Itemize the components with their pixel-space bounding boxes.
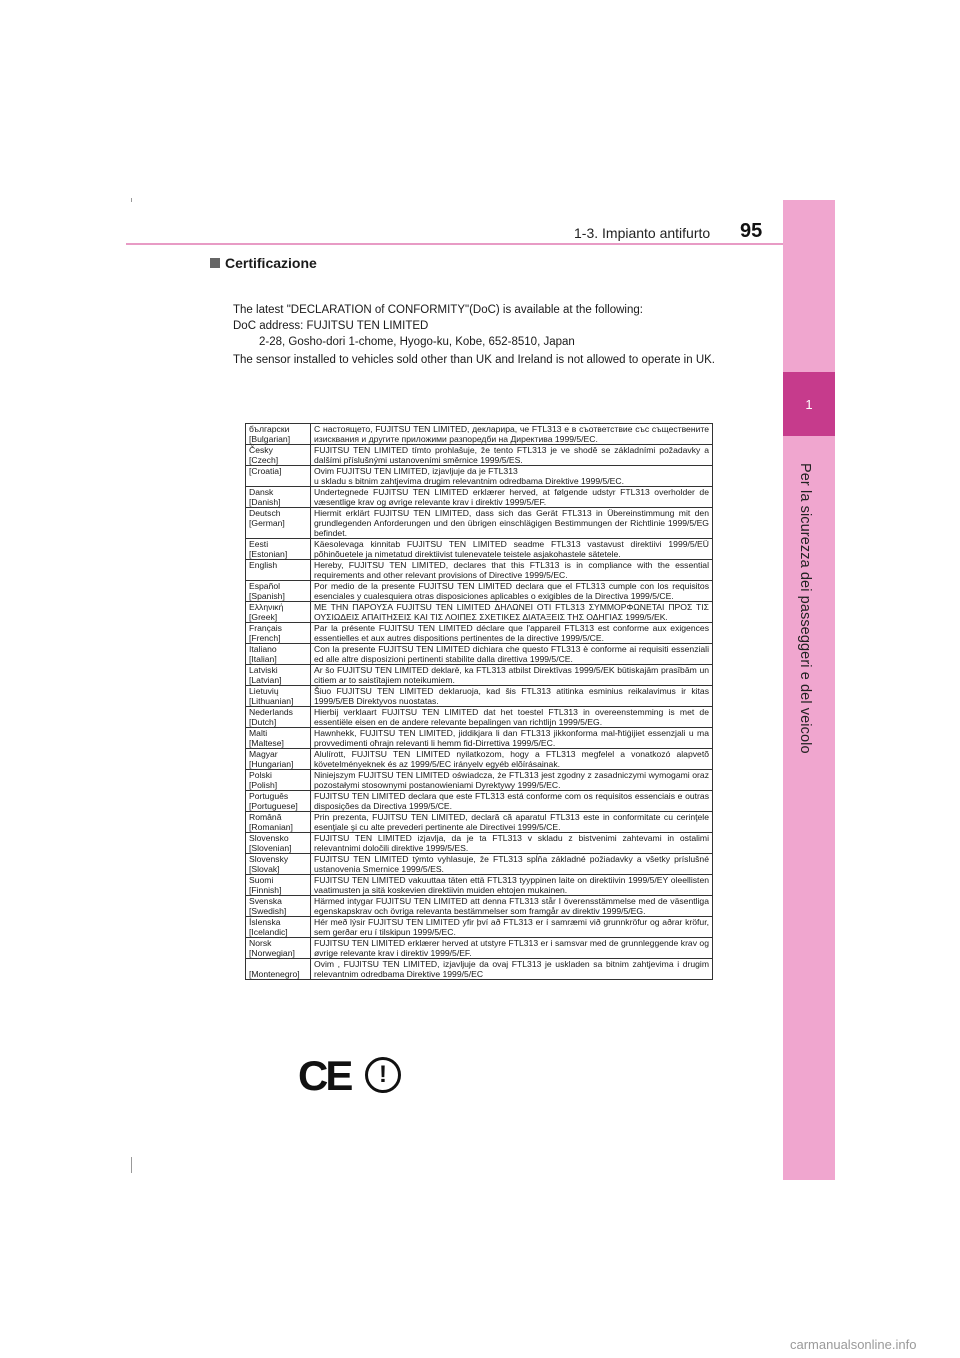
declaration-text: Niniejszym FUJITSU TEN LIMITED oświadcza, że FTL313 jest zgodny z zasadniczymi wymogami oraz pozostałymi stosownymi postanowieniami Dyrektywy 1999/5/EC. <box>311 770 713 791</box>
declaration-text: Hereby, FUJITSU TEN LIMITED, declares that this FTL313 is in compliance with the essential requirements and other relevant provisions of Directive 1999/5/EC. <box>311 560 713 581</box>
intro-line: The latest "DECLARATION of CONFORMITY"(DoC) is available at the following: <box>233 304 643 316</box>
table-row <box>246 959 713 980</box>
language-name: Suomi [Finnish] <box>246 875 311 896</box>
declaration-text: Hér með lýsir FUJITSU TEN LIMITED yfir því að FTL313 er í samræmi við grunnkröfur og aðrar kröfur, sem gerðar eru í tilskipun 1999/5/EC. <box>311 917 713 938</box>
language-name: Română [Romanian] <box>246 812 311 833</box>
language-name: Français [French] <box>246 623 311 644</box>
declaration-text: FUJITSU TEN LIMITED erklærer herved at utstyre FTL313 er i samsvar med de grunnleggende krav og øvrige relevante krav i direktiv 1999/5/EF. <box>311 938 713 959</box>
declaration-text: ΜΕ ΤΗΝ ΠΑΡΟΥΣΑ FUJITSU TEN LIMITED ΔΗΛΩΝΕΙ ΟΤΙ FTL313 ΣΥΜΜΟΡΦΩΝΕΤΑΙ ΠΡΟΣ ΤΙΣ ΟΥΣΙΩΔΕΙΣ ΑΠΑΙΤΗΣΕΙΣ ΚΑΙ ΤΙΣ ΛΟΙΠΕΣ ΣΧΕΤΙΚΕΣ ΔΙΑΤΑΞΕΙΣ ΤΗΣ ΟΔΗΓΙΑΣ 1999/5/ΕΚ. <box>311 602 713 623</box>
doc-intro <box>233 302 753 350</box>
table-row <box>246 896 713 917</box>
table-row <box>246 938 713 959</box>
language-name: Italiano [Italian] <box>246 644 311 665</box>
language-name: Deutsch [German] <box>246 508 311 539</box>
declaration-text: Hawnhekk, FUJITSU TEN LIMITED, jiddikjara li dan FTL313 jikkonforma mal-ħtiġijiet essenzjali u ma provvedimenti oħrajn relevanti li hemm fid-Dirrettiva 1999/5/EC. <box>311 728 713 749</box>
language-name: Dansk [Danish] <box>246 487 311 508</box>
declaration-text: Härmed intygar FUJITSU TEN LIMITED att denna FTL313 står I överensstämmelse med de väsentliga egenskapskrav och övriga relevanta bestämmelser som framgår av direktiv 1999/5/EG. <box>311 896 713 917</box>
language-name: Norsk [Norwegian] <box>246 938 311 959</box>
crop-mark <box>131 198 132 202</box>
ce-mark-icon: CE <box>298 1052 351 1099</box>
declaration-text: Ovim FUJITSU TEN LIMITED, izjavljuje da je FTL313 u skladu s bitnim zahtjevima drugim relevantnim odredbama Direktive 1999/5/EC. <box>311 466 713 487</box>
language-name: Česky [Czech] <box>246 445 311 466</box>
language-name: Slovensky [Slovak] <box>246 854 311 875</box>
table-row <box>246 487 713 508</box>
language-name: [Montenegro] <box>246 959 311 980</box>
conformity-table <box>245 423 713 980</box>
chapter-number-tab[interactable] <box>783 372 835 436</box>
table-row <box>246 812 713 833</box>
alert-mark-icon <box>365 1057 401 1093</box>
table-row <box>246 707 713 728</box>
table-row <box>246 854 713 875</box>
table-row <box>246 623 713 644</box>
watermark: carmanualsonline.info <box>790 1337 917 1352</box>
chapter-title: Per la sicurezza dei passeggeri e del veicolo <box>797 463 813 754</box>
page-number: 95 <box>740 220 763 242</box>
square-bullet-icon <box>210 258 220 268</box>
declaration-text: С настоящето, FUJITSU TEN LIMITED, декларира, че FTL313 е в съответствие със съществените изисквания и другите приложими разпоредби на Директива 1999/5/ЕС. <box>311 424 713 445</box>
declaration-text: Undertegnede FUJITSU TEN LIMITED erklærer herved, at følgende udstyr FTL313 overholder de væsentlige krav og øvrige relevante krav i direktiv 1999/5/EF. <box>311 487 713 508</box>
declaration-text: FUJITSU TEN LIMITED declara que este FTL313 está conforme com os requisitos essenciais e outras disposições da Directiva 1999/5/CE. <box>311 791 713 812</box>
table-row <box>246 424 713 445</box>
declaration-text: FUJITSU TEN LIMITED vakuuttaa täten että FTL313 tyyppinen laite on direktiivin 1999/5/EY oleellisten vaatimusten ja sitä koskevien direktiivin muiden ehtojen mukainen. <box>311 875 713 896</box>
intro-address: 2-28, Gosho-dori 1-chome, Hyogo-ku, Kobe, 652-8510, Japan <box>259 336 575 348</box>
table-row <box>246 581 713 602</box>
declaration-text: Alulírott, FUJITSU TEN LIMITED nyilatkozom, hogy a FTL313 megfelel a vonatkozó alapvetõ követelményeknek és az 1999/5/EC irányelv egyéb elõírásainak. <box>311 749 713 770</box>
declaration-text: FUJITSU TEN LIMITED týmto vyhlasuje, že FTL313 spĺňa základné požiadavky a všetky príslušné ustanovenia Smernice 1999/5/ES. <box>311 854 713 875</box>
table-row <box>246 917 713 938</box>
declaration-text: FUJITSU TEN LIMITED tímto prohlašuje, že tento FTL313 je ve shodě se základními požadavky a dalšími příslušnými ustanoveními směrnice 1999/5/ES. <box>311 445 713 466</box>
language-name: Polski [Polish] <box>246 770 311 791</box>
table-row <box>246 445 713 466</box>
declaration-text: Ovim , FUJITSU TEN LIMITED, izjavljuje da ovaj FTL313 je uskladen sa bitnim zahtjevima i drugim relevantnim odredbama Direktive 1999/5/EC <box>311 959 713 980</box>
language-name: English <box>246 560 311 581</box>
alert-mark-glyph: ! <box>379 1061 387 1088</box>
declaration-text: Par la présente FUJITSU TEN LIMITED déclare que l'appareil FTL313 est conforme aux exigences essentielles et aux autres dispositions pertinentes de la directive 1999/5/CE. <box>311 623 713 644</box>
table-row <box>246 875 713 896</box>
declaration-text: Šiuo FUJITSU TEN LIMITED deklaruoja, kad šis FTL313 atitinka esminius reikalavimus ir kitas 1999/5/EB Direktyvos nuostatas. <box>311 686 713 707</box>
header-divider <box>126 243 783 245</box>
table-row <box>246 560 713 581</box>
table-row <box>246 508 713 539</box>
declaration-text: Prin prezenta, FUJITSU TEN LIMITED, declară că aparatul FTL313 este in conformitate cu cerinţele esenţiale şi cu alte prevederi pertinente ale Directivei 1999/5/CE. <box>311 812 713 833</box>
language-name: Íslenska [Icelandic] <box>246 917 311 938</box>
crop-mark <box>131 1157 132 1173</box>
table-row <box>246 466 713 487</box>
uk-note: The sensor installed to vehicles sold other than UK and Ireland is not allowed to operate in UK. <box>233 354 716 366</box>
language-name: Lietuvių [Lithuanian] <box>246 686 311 707</box>
language-name: Ελληνική [Greek] <box>246 602 311 623</box>
section-title: 1-3. Impianto antifurto <box>574 225 711 241</box>
declaration-text: Por medio de la presente FUJITSU TEN LIMITED declara que el FTL313 cumple con los requisitos esenciales y cualesquiera otras disposiciones aplicables o exigibles de la Directiva 1999/5/CE. <box>311 581 713 602</box>
table-row <box>246 791 713 812</box>
section-heading <box>210 255 317 271</box>
language-name: Malti [Maltese] <box>246 728 311 749</box>
language-name: Español [Spanish] <box>246 581 311 602</box>
intro-line: DoC address: FUJITSU TEN LIMITED <box>233 320 429 332</box>
table-row <box>246 833 713 854</box>
declaration-text: Käesolevaga kinnitab FUJITSU TEN LIMITED seadme FTL313 vastavust direktiivi 1999/5/EÜ põhinõuetele ja nimetatud direktiivist tulenevatele teistele asjakohastele sätetele. <box>311 539 713 560</box>
table-row <box>246 665 713 686</box>
language-name: Nederlands [Dutch] <box>246 707 311 728</box>
declaration-text: Con la presente FUJITSU TEN LIMITED dichiara che questo FTL313 è conforme ai requisiti essenziali ed alle altre disposizioni pertinenti stabilite dalla direttiva 1999/5/CE. <box>311 644 713 665</box>
language-name: Slovensko [Slovenian] <box>246 833 311 854</box>
table-row <box>246 602 713 623</box>
language-name: Svenska [Swedish] <box>246 896 311 917</box>
language-name: Português [Portuguese] <box>246 791 311 812</box>
table-row <box>246 686 713 707</box>
language-name: [Croatia] <box>246 466 311 487</box>
language-name: Eesti [Estonian] <box>246 539 311 560</box>
section-heading-text: Certificazione <box>225 255 317 271</box>
language-name: Magyar [Hungarian] <box>246 749 311 770</box>
table-row <box>246 539 713 560</box>
table-row <box>246 770 713 791</box>
table-row <box>246 644 713 665</box>
language-name: Latviski [Latvian] <box>246 665 311 686</box>
language-name: български [Bulgarian] <box>246 424 311 445</box>
declaration-text: FUJITSU TEN LIMITED izjavlja, da je ta FTL313 v skladu z bistvenimi zahtevami in ostalimi relevantnimi določili direktive 1999/5/ES. <box>311 833 713 854</box>
declaration-text: Hiermit erklärt FUJITSU TEN LIMITED, dass sich das Gerät FTL313 in Übereinstimmung mit den grundlegenden Anforderungen und den übrigen einschlägigen Bestimmungen der Richtlinie 1999/5/EG befindet. <box>311 508 713 539</box>
declaration-text: Hierbij verklaart FUJITSU TEN LIMITED dat het toestel FTL313 in overeenstemming is met de essentiële eisen en de andere relevante bepalingen van richtlijn 1999/5/EG. <box>311 707 713 728</box>
chapter-number: 1 <box>805 396 813 412</box>
table-row <box>246 749 713 770</box>
table-row <box>246 728 713 749</box>
declaration-text: Ar šo FUJITSU TEN LIMITED deklarē, ka FTL313 atbilst Direktīvas 1999/5/EK būtiskajām prasībām un citiem ar to saistītajiem noteikumiem. <box>311 665 713 686</box>
